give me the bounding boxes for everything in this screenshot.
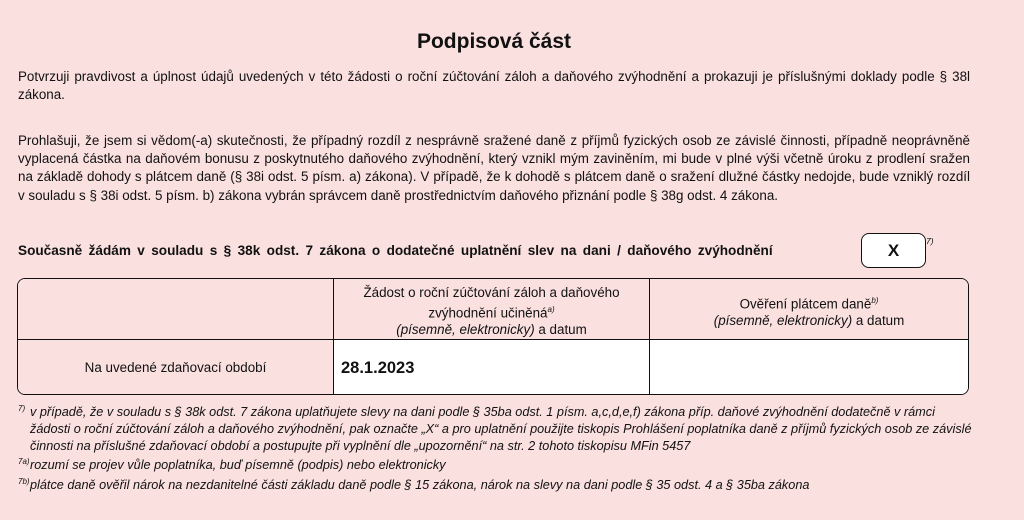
header-verification: Ověření plátcem daně$^{b)}$ (písemně, elektronicky) a datum	[650, 279, 968, 340]
signature-table	[17, 278, 969, 395]
empty-header-cell	[18, 279, 334, 340]
footnote-text: plátce daně ověřil nárok na nezdanitelné části základu daně podle § 15 zákona, nárok na slevy na dani podle § 35 odst. 4 a § 35ba zákona	[30, 478, 810, 492]
footnote-7-mark: 7)	[926, 236, 934, 246]
confirmation-paragraph: Potvrzuji pravdivost a úplnost údajů uvedených v této žádosti o roční zúčtování záloh a daňového zvýhodnění a prokazuji je příslušnými doklady podle § 38l zákona.	[18, 69, 970, 103]
additional-claim-checkbox[interactable]: X	[861, 233, 926, 268]
header-request-made: Žádost o roční zúčtování záloh a daňového zvýhodnění učiněná$^{a)}$ (písemně, elektronicky) a datum	[334, 279, 650, 340]
footnote-mark: 7b)	[18, 477, 30, 486]
footnote-mark: 7)	[18, 404, 26, 413]
additional-claim-request: Současně žádám v souladu s § 38k odst. 7 zákona o dodatečné uplatnění slev na dani / daňového zvýhodnění	[18, 243, 773, 258]
footnote-7b	[18, 477, 978, 494]
request-date-field[interactable]: 28.1.2023	[334, 340, 650, 395]
row-label-tax-period: Na uvedené zdaňovací období	[18, 340, 334, 395]
footnote-7	[18, 404, 978, 455]
footnote-mark: 7a)	[18, 457, 30, 466]
declaration-paragraph: Prohlašuji, že jsem si vědom(-a) skutečnosti, že případný rozdíl z nesprávně sražené daně z příjmů fyzických osob ze závislé činnosti, případně neoprávněně vyplacená částka na daňovém bonusu z poskytnutého daňového zvýhodnění, který vznikl mým zaviněním, mi bude v plné výši včetně úroku z prodlení sražen na základě dohody s plátcem daně (§ 38i odst. 5 písm. a) zákona). V případě, že k dohodě s plátcem daně o sražení dlužné částky nedojde, bude vzniklý rozdíl v souladu s § 38i odst. 5 písm. b) zákona vybrán správcem daně prostřednictvím daňového přiznání podle § 38g odst. 4 zákona.	[18, 133, 970, 203]
footnotes	[18, 404, 978, 494]
footnote-text: v případě, že v souladu s § 38k odst. 7 zákona uplatňujete slevy na dani podle § 35ba odst. 1 písm. a,c,d,e,f) zákona příp. daňové zvýhodnění dodatečně v rámci žádosti o roční zúčtování záloh a daňového zvýhodnění, pak označte „X“ a pro uplatnění použijte tiskopis Prohlášení poplatníka daně z příjmů fyzických osob ze závislé činnosti na příslušné zdaňovací období a postupujte při vyplnění dle „upozornění“ na str. 2 tohoto tiskopisu MFin 5457	[30, 405, 972, 453]
verification-field[interactable]	[650, 340, 968, 395]
footnote-text: rozumí se projev vůle poplatníka, buď písemně (podpis) nebo elektronicky	[30, 458, 446, 472]
footnote-7a	[18, 457, 978, 474]
section-title: Podpisová část	[416, 30, 572, 53]
